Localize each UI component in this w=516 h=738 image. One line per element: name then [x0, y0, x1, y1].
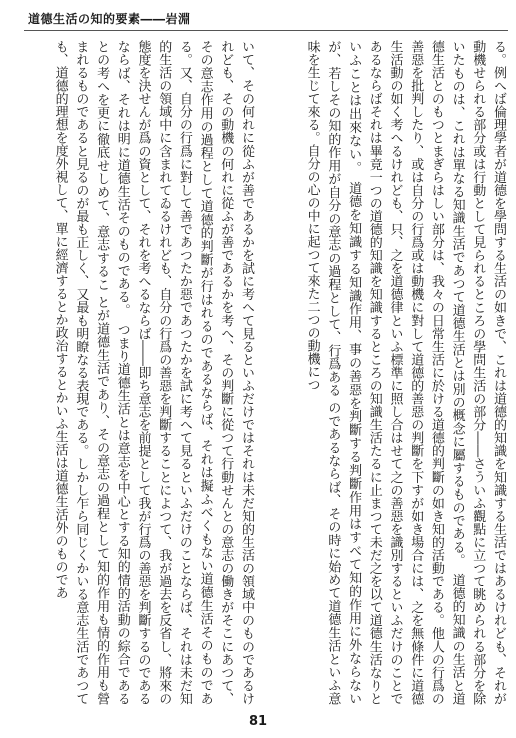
header-rule	[24, 30, 508, 31]
page-number: 81	[248, 714, 268, 729]
text-column-left: いて、その何れに從ふが善であるかを試に考へて見るといふだけではそれは未だ知的生活の領域中のものであるけれども、その動機の何れに從ふが善であるかを考へ、その判斷に從つて行動せんとの意志の働きがそこにあつて、その意志作用の過程として道德的判斷が行はれるのであるならば、それは擬ふべくもない道德生活そのものである。又、自分の行爲に對して善であつたか惡であつたかを試に考へて見るといふだけのことならば、それは未だ知的生活の領域中に含まれてゐるけれども、自分の行爲の善惡を判斷することによつて、我が過去を反省し、將來の態度を決せんが爲の資として、それを考へるならば――即ち意志を前提として我が行爲の善惡を判斷するのであるならば、それは明に道德生活そのものである。 つまり道德生活とは意志を中心とする知的情的活動の綜合であるとの考へを更に徹底せしめて、意志するこ とが道德生活であり、その意志の過程として知的作用も情的作用も營まれるものであると見るのが最も正しく、又最も明瞭なる表現である。しかし乍ら同じくかいる意志生活であつても、道德的理想を度外視して、單に經濟するとか政治するとかいふ生活は道德生活外のものであ	[52, 40, 254, 705]
running-head: 道德生活の知的要素――岩淵	[28, 12, 191, 26]
body-text	[20, 40, 508, 705]
text-columns	[20, 40, 508, 705]
text-column-right: る。例へば倫理學者が道德を學問する生活の如きで、これは道德的知識を知識する生活ではあるけれども、それが動機せられる部分或は行動として見られるところの學問生活の部分――さういふ觀點に立つて眺められる部分を除いたものは、これは單なる知識生活であつて道德生活とは別の概念に屬するものである。 道德的知識の生活と道德生活とのもつとまぎらはしい部分は、我々の日常生活に於ける道德的判斷の如き知的活動である。他人の行爲の善惡を批判したり、或は自分の行爲或は動機に對して道德的善惡の判斷を下すが如き場合には、之を無條件に道德生活動の如く考へるけれども、只、之を道德律といふ標準に照し合はせて之の善惡を識別するといふだけのことであるならばそれは畢竟一つの道德的知識を知識するところの知識生活たるに止まつて未だ之を以て道德生活なりといふことは出來ない。 道德を知識する知識作用、事の善惡を判斷する判斷作用はすべて知的作用に外ならないが、若しその知的作用が自分の意志の過程として、行爲ある のであるならば、その時に始めて道德生活といふ意味を生じて來る。自分の心の中に起つて來た二つの動機につ	[304, 40, 506, 705]
